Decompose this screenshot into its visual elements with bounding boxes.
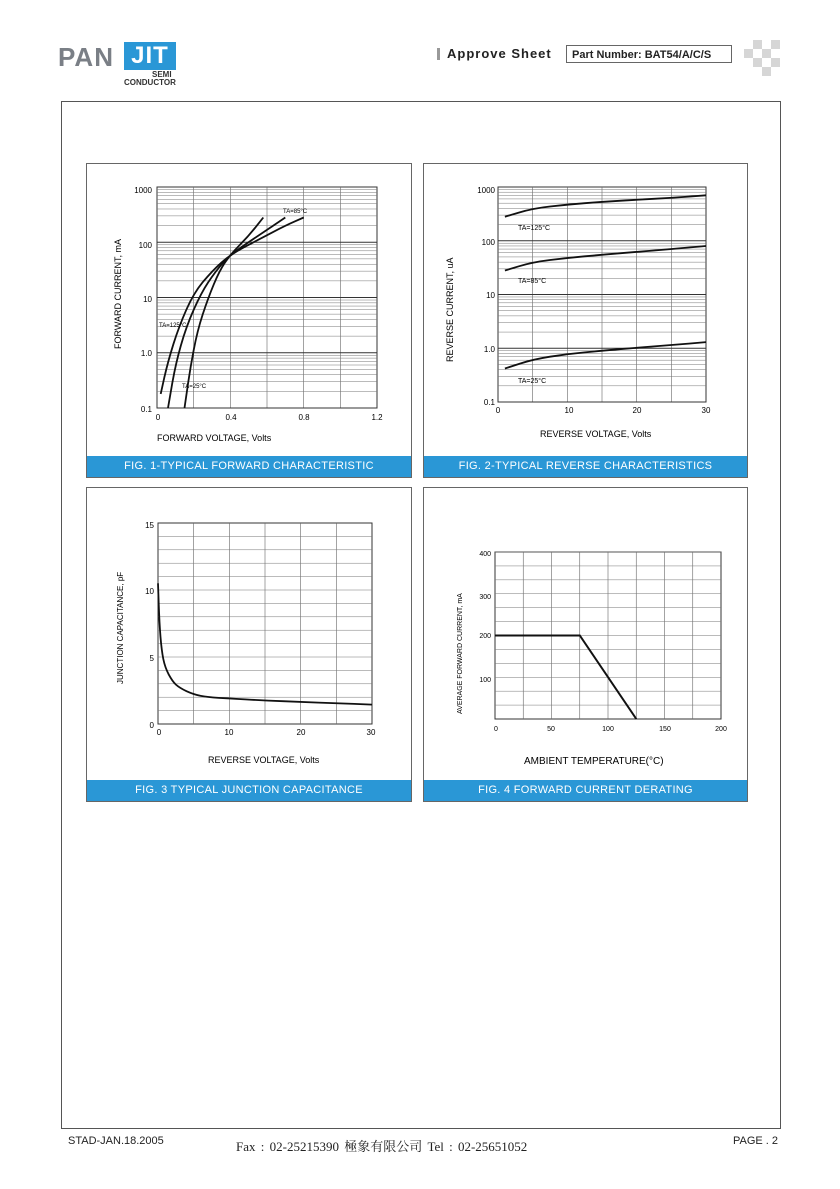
panjit-logo xyxy=(58,40,188,90)
fig3-ytick: 10 xyxy=(145,587,154,596)
fig1-label-85: TA=85°C xyxy=(283,209,308,215)
fig1-xlabel: FORWARD VOLTAGE, Volts xyxy=(157,433,272,443)
fig4-ytick: 200 xyxy=(479,633,491,640)
fig2-label-85: TA=85°C xyxy=(518,278,547,285)
series-line-3 xyxy=(185,218,264,409)
fig4-xtick: 150 xyxy=(659,726,671,733)
fig3-caption: FIG. 3 TYPICAL JUNCTION CAPACITANCE xyxy=(87,780,411,801)
fig3-ytick: 5 xyxy=(149,654,154,663)
fig4-xtick: 100 xyxy=(602,726,614,733)
series-line-2 xyxy=(505,246,706,271)
fig4-xtick: 0 xyxy=(494,726,498,733)
fig2-xtick: 30 xyxy=(701,406,711,415)
fig2-grid xyxy=(498,187,706,402)
fig1-ytick: 10 xyxy=(143,295,152,304)
fig3-xtick: 0 xyxy=(156,728,162,737)
fig1-ytick: 1.0 xyxy=(140,349,152,358)
fig2-panel xyxy=(423,163,748,478)
fig1-curves xyxy=(161,218,304,409)
fig1-xtick: 0.4 xyxy=(225,413,237,422)
series-line-1 xyxy=(505,195,706,216)
page-title: Approve Sheet xyxy=(447,46,552,61)
fig3-ylabel: JUNCTION CAPACITANCE, pF xyxy=(116,571,125,684)
footer-page: PAGE . 2 xyxy=(733,1135,779,1147)
fig3-chart xyxy=(87,488,411,780)
fig2-ytick: 10 xyxy=(486,291,495,300)
fig1-label-25: TA=25°C xyxy=(182,384,207,390)
fig2-ylabel: REVERSE CURRENT, uA xyxy=(445,257,455,362)
fig4-panel xyxy=(423,487,748,802)
fig2-label-125: TA=125°C xyxy=(518,225,551,232)
fig1-xtick: 1.2 xyxy=(371,413,383,422)
fig2-label-25: TA=25°C xyxy=(518,378,547,385)
fig4-ytick: 100 xyxy=(479,677,491,684)
fig2-chart xyxy=(424,164,747,456)
fig4-xlabel: AMBIENT TEMPERATURE(°C) xyxy=(524,756,664,767)
fig2-ytick: 1.0 xyxy=(483,345,495,354)
fig1-ytick: 1000 xyxy=(134,186,152,195)
footer-date: STAD-JAN.18.2005 xyxy=(68,1135,164,1147)
fig1-panel xyxy=(86,163,412,478)
fig2-xtick: 20 xyxy=(632,406,642,415)
fig4-caption: FIG. 4 FORWARD CURRENT DERATING xyxy=(424,780,747,801)
part-number-box: Part Number: BAT54/A/C/S xyxy=(566,45,732,63)
fig4-ylabel: AVERAGE FORWARD CURRENT, mA xyxy=(457,593,464,714)
fig4-ytick: 400 xyxy=(479,551,491,558)
logo-jit-text: JIT xyxy=(124,42,176,70)
fig1-xtick: 0.8 xyxy=(298,413,310,422)
fig4-chart xyxy=(424,488,747,780)
fig3-ytick: 0 xyxy=(149,721,154,730)
fig2-xlabel: REVERSE VOLTAGE, Volts xyxy=(540,429,652,439)
fig1-ytick: 100 xyxy=(138,241,152,250)
fig1-ylabel: FORWARD CURRENT, mA xyxy=(113,239,123,349)
fig3-xtick: 30 xyxy=(366,728,376,737)
header-marker xyxy=(437,48,440,60)
fig1-xtick: 0 xyxy=(155,413,161,422)
fig4-xtick: 200 xyxy=(715,726,727,733)
fig3-ytick: 15 xyxy=(145,521,154,530)
fig1-label-125: TA=125°C xyxy=(159,323,187,329)
fig2-ytick: 1000 xyxy=(477,186,495,195)
fig1-ytick: 0.1 xyxy=(140,405,152,414)
fig3-panel xyxy=(86,487,412,802)
logo-conductor-text: CONDUCTOR xyxy=(124,78,176,87)
fig2-xtick: 0 xyxy=(495,406,501,415)
fig2-caption: FIG. 2-TYPICAL REVERSE CHARACTERISTICS xyxy=(424,456,747,477)
fig3-xtick: 10 xyxy=(224,728,234,737)
checker-decoration xyxy=(744,40,780,78)
footer-contact: Fax : 02-25215390 極象有限公司 Tel : 02-25651052 xyxy=(236,1139,528,1154)
fig2-ytick: 100 xyxy=(481,238,495,247)
fig1-caption: FIG. 1-TYPICAL FORWARD CHARACTERISTIC xyxy=(87,456,411,477)
fig3-xtick: 20 xyxy=(296,728,306,737)
series-line-1 xyxy=(161,218,304,394)
logo-semi-text: SEMI xyxy=(152,70,172,79)
logo-pan-text: PAN xyxy=(58,42,114,72)
fig2-xtick: 10 xyxy=(564,406,574,415)
fig1-chart xyxy=(87,164,411,456)
fig2-ytick: 0.1 xyxy=(483,398,495,407)
fig4-xtick: 50 xyxy=(547,726,555,733)
fig4-ytick: 300 xyxy=(479,594,491,601)
fig3-xlabel: REVERSE VOLTAGE, Volts xyxy=(208,755,320,765)
fig3-grid xyxy=(158,523,372,724)
